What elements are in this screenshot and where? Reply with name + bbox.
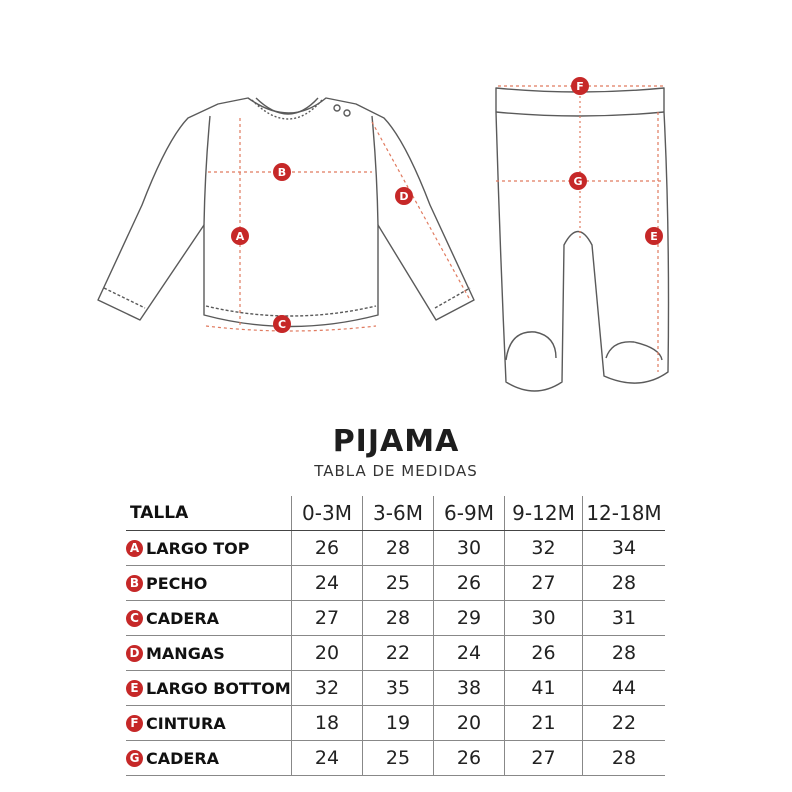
table-cell: 21 [505, 706, 583, 741]
table-cell: 28 [583, 741, 666, 776]
table-cell: 30 [505, 601, 583, 636]
table-cell: 25 [363, 566, 434, 601]
pants-drawing [496, 88, 669, 391]
row-name: MANGAS [146, 644, 225, 663]
table-cell: 26 [434, 741, 505, 776]
table-cell: 30 [434, 531, 505, 566]
svg-text:B: B [277, 166, 287, 179]
table-cell: 24 [434, 636, 505, 671]
table-cell: 28 [363, 531, 434, 566]
svg-text:C: C [277, 318, 287, 331]
table-row [126, 566, 665, 601]
table-cell: 32 [505, 531, 583, 566]
row-name: CINTURA [146, 714, 226, 733]
table-cell: 27 [292, 601, 363, 636]
row-label [126, 601, 292, 636]
table-cell: 26 [434, 566, 505, 601]
size-table [126, 496, 665, 776]
letter-badge: E [126, 680, 143, 697]
row-label [126, 741, 292, 776]
table-row [126, 531, 665, 566]
table-cell: 35 [363, 671, 434, 706]
column-header: 12-18M [583, 496, 666, 531]
marker-c [273, 315, 291, 333]
letter-badge: C [126, 610, 143, 627]
table-cell: 34 [583, 531, 666, 566]
marker-g [569, 172, 587, 190]
table-row [126, 741, 665, 776]
table-cell: 20 [292, 636, 363, 671]
table-cell: 31 [583, 601, 666, 636]
table-cell: 28 [363, 601, 434, 636]
table-cell: 22 [363, 636, 434, 671]
row-label [126, 566, 292, 601]
table-cell: 26 [292, 531, 363, 566]
row-name: CADERA [146, 749, 220, 768]
table-cell: 25 [363, 741, 434, 776]
table-cell: 27 [505, 566, 583, 601]
shirt-drawing [98, 98, 474, 327]
table-cell: 27 [505, 741, 583, 776]
column-header: 3-6M [363, 496, 434, 531]
svg-text:A: A [235, 230, 245, 243]
page-subtitle: TABLA DE MEDIDAS [314, 462, 478, 480]
size-table-header [126, 496, 665, 531]
letter-badge: F [126, 715, 143, 732]
svg-text:G: G [573, 175, 583, 188]
svg-text:D: D [399, 190, 409, 203]
pants-measure-lines [496, 86, 664, 372]
table-cell: 28 [583, 636, 666, 671]
letter-badge: B [126, 575, 143, 592]
table-row [126, 706, 665, 741]
shirt-measure-lines [206, 118, 470, 331]
marker-f [571, 77, 589, 95]
row-name: CADERA [146, 609, 220, 628]
marker-d [395, 187, 413, 205]
table-cell: 20 [434, 706, 505, 741]
table-cell: 19 [363, 706, 434, 741]
table-cell: 44 [583, 671, 666, 706]
row-label [126, 636, 292, 671]
table-row [126, 636, 665, 671]
header-label: TALLA [126, 496, 292, 531]
table-row [126, 601, 665, 636]
table-cell: 38 [434, 671, 505, 706]
marker-b [273, 163, 291, 181]
table-row [126, 671, 665, 706]
letter-badge: G [126, 750, 143, 767]
column-header: 9-12M [505, 496, 583, 531]
page-title: PIJAMA [332, 424, 460, 459]
row-label [126, 671, 292, 706]
letter-badge: D [126, 645, 143, 662]
letter-badge: A [126, 540, 143, 557]
table-cell: 28 [583, 566, 666, 601]
column-header: 0-3M [292, 496, 363, 531]
table-cell: 26 [505, 636, 583, 671]
table-cell: 22 [583, 706, 666, 741]
table-cell: 32 [292, 671, 363, 706]
svg-text:E: E [650, 230, 658, 243]
row-name: PECHO [146, 574, 208, 593]
table-cell: 24 [292, 741, 363, 776]
table-cell: 29 [434, 601, 505, 636]
marker-e [645, 227, 663, 245]
table-cell: 18 [292, 706, 363, 741]
svg-text:F: F [576, 80, 584, 93]
row-label [126, 706, 292, 741]
row-label [126, 531, 292, 566]
row-name: LARGO BOTTOM [146, 679, 291, 698]
table-cell: 24 [292, 566, 363, 601]
column-header: 6-9M [434, 496, 505, 531]
table-cell: 41 [505, 671, 583, 706]
marker-a [231, 227, 249, 245]
row-name: LARGO TOP [146, 539, 250, 558]
